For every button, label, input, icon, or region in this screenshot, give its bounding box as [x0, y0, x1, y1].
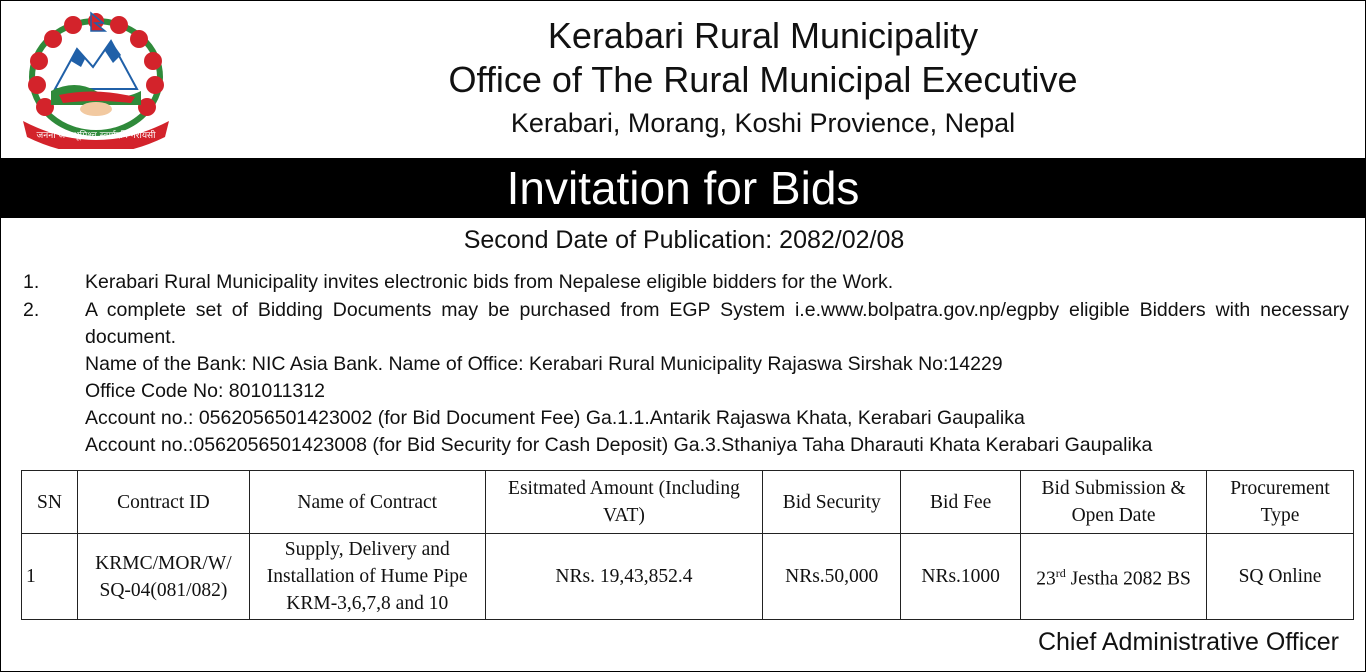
item-number: 1. [23, 271, 40, 293]
account-bid-security: Account no.:0562056501423008 (for Bid Security for Cash Deposit) Ga.3.Sthaniya Taha Dharauti Khata Kerabari Gaupalika [85, 434, 1153, 456]
emblem-motto: जननी जन्मभूमिश्च स्वर्गादपि गरीयसी [36, 131, 156, 141]
column-header: Bid Security [763, 471, 901, 534]
cell-estimated-amount: NRs. 19,43,852.4 [485, 534, 763, 620]
item-text: A complete set of Bidding Documents may be purchased from EGP System i.e.www.bolpatra.gov.np/egpby eligible Bidders with necessary document. [85, 299, 1349, 348]
office-address: Kerabari, Morang, Koshi Provience, Nepal [510, 108, 1016, 138]
office-code: Office Code No: 801011312 [85, 380, 325, 402]
date-rest: Jestha 2082 BS [1065, 568, 1191, 590]
column-header: SN [22, 471, 78, 534]
nepal-emblem-icon [15, 9, 177, 149]
cell-bid-security: NRs.50,000 [763, 534, 901, 620]
item-number: 2. [23, 299, 40, 321]
column-header: Contract ID [77, 471, 249, 534]
notice-title-banner: Invitation for Bids [1, 158, 1365, 218]
cell-sn: 1 [22, 534, 78, 620]
date-day: 23 [1036, 568, 1056, 590]
publication-date: Second Date of Publication: 2082/02/08 [463, 226, 905, 254]
account-bid-fee: Account no.: 0562056501423002 (for Bid Document Fee) Ga.1.1.Antarik Rajaswa Khata, Kerabari Gaupalika [85, 407, 1025, 429]
cell-contract-name: Supply, Delivery and Installation of Hume Pipe KRM-3,6,7,8 and 10 [249, 534, 485, 620]
bank-details: Name of the Bank: NIC Asia Bank. Name of Office: Kerabari Rural Municipality Rajaswa Sirshak No:14229 [85, 353, 1003, 375]
table-row [22, 534, 1354, 620]
table-header-row [22, 471, 1354, 534]
municipality-name: Kerabari Rural Municipality [547, 15, 979, 56]
cell-submission-date [1021, 534, 1207, 620]
cell-bid-fee: NRs.1000 [901, 534, 1021, 620]
signatory-title: Chief Administrative Officer [1037, 628, 1339, 656]
cell-contract-id: KRMC/MOR/W/ SQ-04(081/082) [77, 534, 249, 620]
cell-procurement-type: SQ Online [1207, 534, 1354, 620]
column-header: Procurement Type [1207, 471, 1354, 534]
column-header: Name of Contract [249, 471, 485, 534]
date-suffix: rd [1055, 566, 1066, 581]
column-header: Bid Submission & Open Date [1021, 471, 1207, 534]
office-name: Office of The Rural Municipal Executive [448, 59, 1078, 100]
item-text: Kerabari Rural Municipality invites electronic bids from Nepalese eligible bidders for the Work. [85, 271, 894, 293]
column-header: Bid Fee [901, 471, 1021, 534]
column-header: Esitmated Amount (Including VAT) [485, 471, 763, 534]
bids-table [21, 470, 1354, 620]
